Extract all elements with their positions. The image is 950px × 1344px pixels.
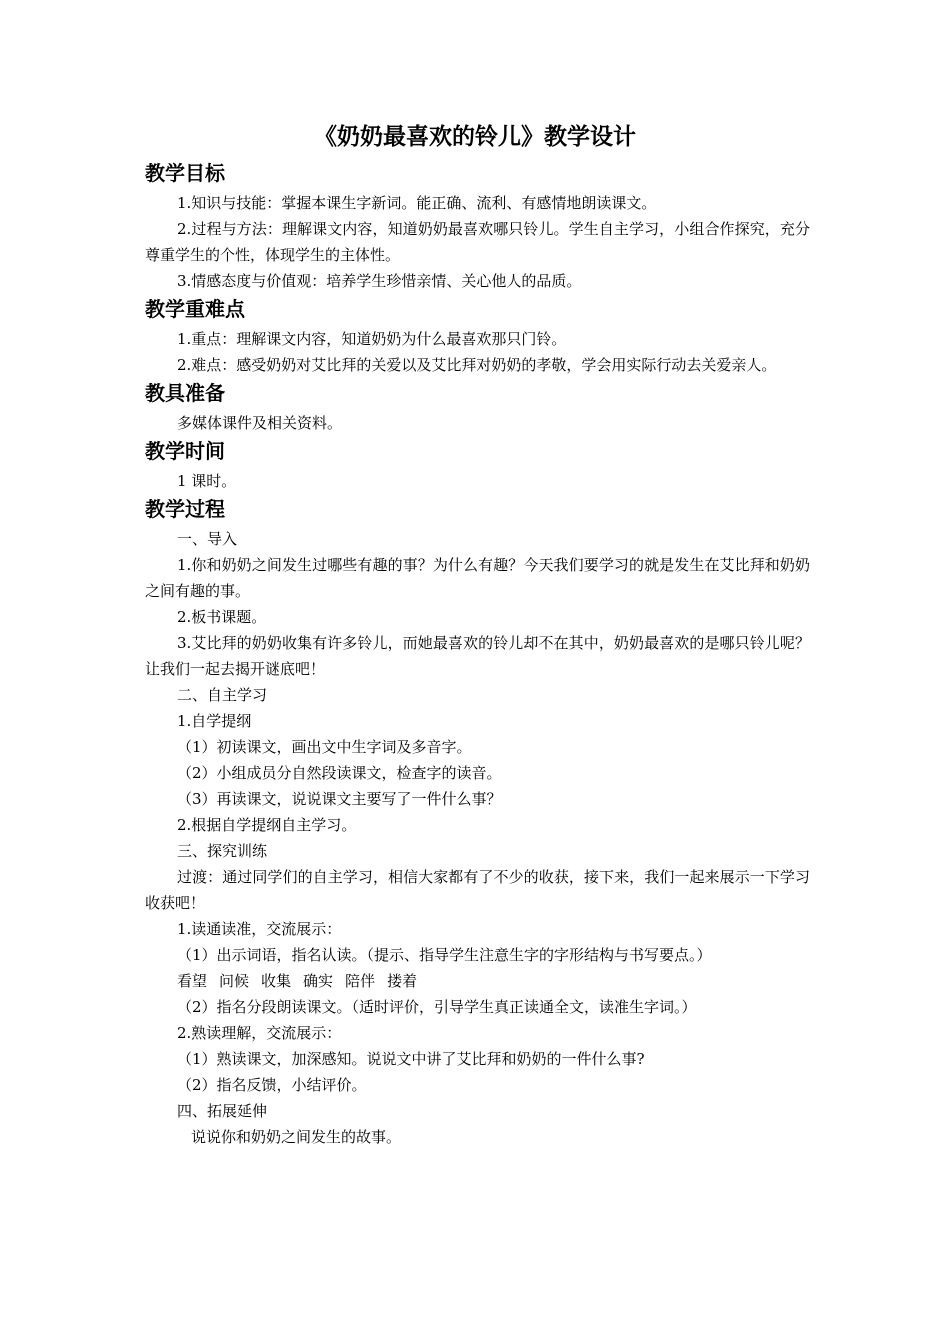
vocabulary-word: 看望 bbox=[177, 972, 208, 990]
process-intro-label: 一、导入 bbox=[177, 530, 238, 548]
vocabulary-word: 确实 bbox=[303, 972, 334, 990]
process-intro-item: 1.你和奶奶之间发生过哪些有趣的事？为什么有趣？今天我们要学习的就是发生在艾比拜和奶奶之间有趣的事。 bbox=[145, 556, 810, 600]
self-study-outline-item: （3）再读课文，说说课文主要写了一件什么事？ bbox=[177, 790, 502, 808]
extension-label: 四、拓展延伸 bbox=[177, 1102, 268, 1120]
training-label: 三、探究训练 bbox=[177, 842, 268, 860]
self-study-outline-label: 1.自学提纲 bbox=[177, 712, 252, 730]
vocabulary-word: 收集 bbox=[261, 972, 292, 990]
extension-text: 说说你和奶奶之间发生的故事。 bbox=[191, 1128, 402, 1146]
key-point-item: 1.重点：理解课文内容，知道奶奶为什么最喜欢那只门铃。 bbox=[177, 330, 567, 348]
self-study-outline-item: （1）初读课文，画出文中生字词及多音字。 bbox=[177, 738, 472, 756]
objective-item: 3.情感态度与价值观：培养学生珍惜亲情、关心他人的品质。 bbox=[177, 272, 582, 290]
training-read-item: （2）指名分段朗读课文。（适时评价，引导学生真正读通全文，读准生字词。） bbox=[177, 998, 697, 1016]
training-transition: 过渡：通过同学们的自主学习，相信大家都有了不少的收获，接下来，我们一起来展示一下学习收获吧！ bbox=[145, 868, 810, 912]
self-study-step2: 2.根据自学提纲自主学习。 bbox=[177, 816, 357, 834]
key-point-item: 2.难点：感受奶奶对艾比拜的关爱以及艾比拜对奶奶的孝敬，学会用实际行动去关爱亲人。 bbox=[177, 356, 777, 374]
process-intro-item: 2.板书课题。 bbox=[177, 608, 267, 626]
vocabulary-word: 搂着 bbox=[387, 972, 418, 990]
objective-item: 2.过程与方法：理解课文内容，知道奶奶最喜欢哪只铃儿。学生自主学习，小组合作探究，充分尊重学生的个性，体现学生的主体性。 bbox=[145, 220, 810, 264]
self-study-outline-item: （2）小组成员分自然段读课文，检查字的读音。 bbox=[177, 764, 502, 782]
training-understand-item: （2）指名反馈，小结评价。 bbox=[177, 1076, 367, 1094]
section-heading-materials: 教具准备 bbox=[145, 381, 225, 405]
section-heading-objectives: 教学目标 bbox=[145, 161, 225, 185]
training-understand-item: （1）熟读课文，加深感知。说说文中讲了艾比拜和奶奶的一件什么事? bbox=[177, 1050, 645, 1068]
training-read-item: （1）出示词语，指名认读。（提示、指导学生注意生字的字形结构与书写要点。） bbox=[177, 946, 712, 964]
section-heading-key-points: 教学重难点 bbox=[145, 297, 245, 321]
self-study-label: 二、自主学习 bbox=[177, 686, 268, 704]
vocabulary-word: 陪伴 bbox=[345, 972, 376, 990]
process-intro-item: 3.艾比拜的奶奶收集有许多铃儿，而她最喜欢的铃儿却不在其中，奶奶最喜欢的是哪只铃儿呢？让我们一起去揭开谜底吧！ bbox=[145, 634, 810, 678]
section-heading-time: 教学时间 bbox=[145, 439, 225, 463]
objective-item: 1.知识与技能：掌握本课生字新词。能正确、流利、有感情地朗读课文。 bbox=[177, 194, 657, 212]
training-read-label: 1.读通读准，交流展示： bbox=[177, 920, 342, 938]
section-heading-process: 教学过程 bbox=[145, 497, 225, 521]
training-understand-label: 2.熟读理解，交流展示： bbox=[177, 1024, 342, 1042]
document-body bbox=[145, 158, 810, 1150]
vocabulary-word: 问候 bbox=[219, 972, 250, 990]
time-text: 1 课时。 bbox=[177, 472, 237, 490]
materials-text: 多媒体课件及相关资料。 bbox=[177, 414, 343, 432]
vocabulary-words bbox=[145, 968, 810, 994]
page-title: 《奶奶最喜欢的铃儿》教学设计 bbox=[314, 124, 636, 150]
